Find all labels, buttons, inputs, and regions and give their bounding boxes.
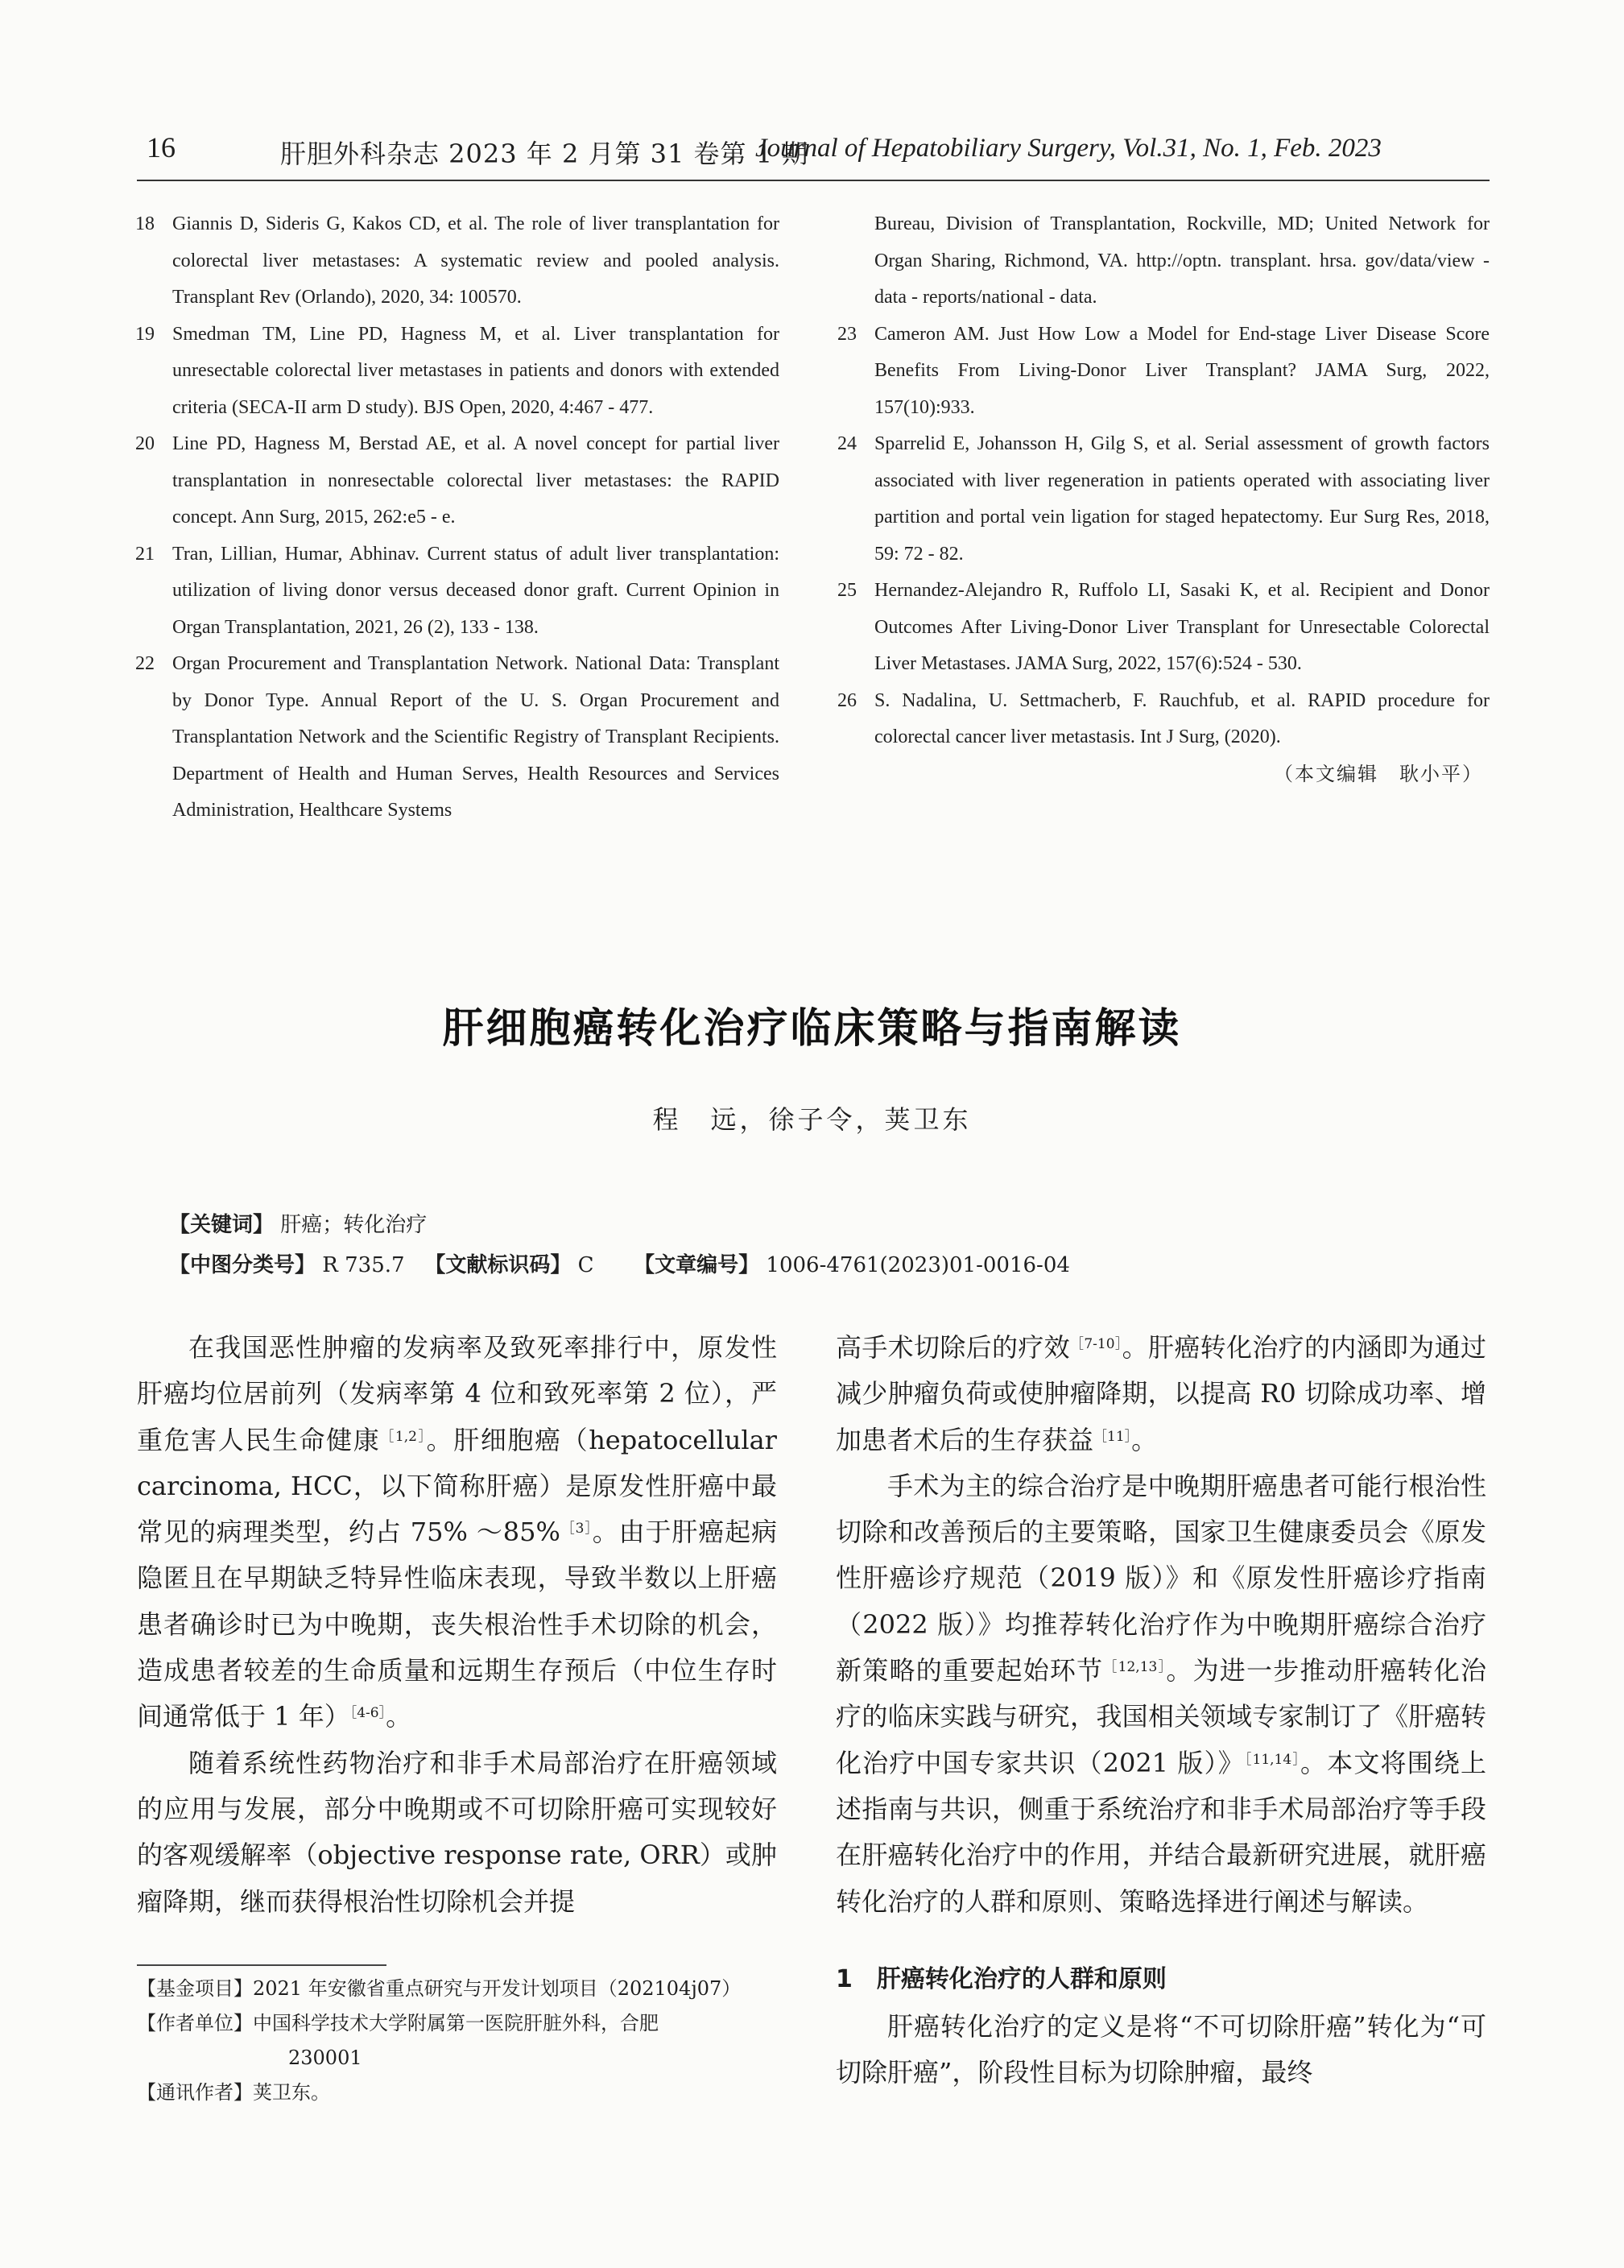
citation: ［4-6］ <box>349 1705 386 1722</box>
text-run: 。 <box>386 1701 412 1732</box>
section-heading: 1 肝癌转化治疗的人群和原则 <box>836 1964 1167 1993</box>
body-paragraph: 肝癌转化治疗的定义是将“不可切除肝癌”转化为“可切除肝癌”，阶段性目标为切除肿瘤，最终 <box>836 2010 1486 2088</box>
keywords-label: 【关键词】 <box>169 1213 275 1237</box>
footnote-rule <box>137 1964 386 1966</box>
reference-item <box>135 536 779 647</box>
reference-number: 21 <box>135 543 155 565</box>
text-run: 。为进一步推动肝癌转化治疗的临床实践与研究，我国相关领域专家制订了《肝癌转化治疗中国专家共识（2021 版）》 <box>836 1655 1486 1778</box>
running-header <box>137 130 1490 174</box>
reference-number: 19 <box>135 323 155 345</box>
reference-number: 22 <box>135 653 155 674</box>
reference-item <box>135 317 779 427</box>
text-run: 高手术切除后的疗效 <box>836 1332 1070 1363</box>
text-run: 。肝癌转化治疗的内涵即为通过减少肿瘤负荷或使肿瘤降期，以提高 R0 切除成功率、增加患者术后的生存获益 <box>836 1332 1486 1455</box>
text-run: 。本文将围绕上述指南与共识，侧重于系统治疗和非手术局部治疗等手段在肝癌转化治疗中的作用，并结合最新研究进展，就肝癌转化治疗的人群和原则、策略选择进行阐述与解读。 <box>836 1747 1486 1917</box>
reference-continuation: Bureau, Division of Transplantation, Rockville, MD; United Network for Organ Sharing, Richmond, VA. http://optn. transplant. hrsa. gov/data/view - data - reports/national - data. <box>874 213 1490 308</box>
reference-text: Smedman TM, Line PD, Hagness M, et al. Liver transplantation for unresectable colorectal liver metastases in patients and donors with extended criteria (SECA-II arm D study). BJS Open, 2020, 4:467 - 477. <box>172 323 779 418</box>
citation: ［11,14］ <box>1244 1751 1301 1768</box>
references-left-column <box>135 206 779 830</box>
reference-item <box>135 646 779 830</box>
footnotes <box>137 1972 773 2110</box>
keywords-line <box>169 1208 427 1238</box>
body-right-column <box>836 1325 1486 2096</box>
citation: ［7-10］ <box>1069 1336 1122 1352</box>
reference-number: 23 <box>837 323 857 345</box>
reference-text: Sparrelid E, Johansson H, Gilg S, et al. Serial assessment of growth factors associated with liver regeneration in patients operated with associating liver partition and portal vein ligation for staged hepatectomy. Eur Surg Res, 2018, 59: 72 - 82. <box>874 433 1490 565</box>
body-paragraph <box>836 1463 1486 1925</box>
references-right-column <box>837 206 1490 793</box>
doc-code-label: 【文献标识码】 <box>424 1253 572 1277</box>
text-run: 。由于肝癌起病隐匿且在早期缺乏特异性临床表现，导致半数以上肝癌患者确诊时已为中晚期，丧失根治性手术切除的机会，造成患者较差的生命质量和远期生存预后（中位生存时间通常低于 1 年） <box>137 1517 777 1732</box>
citation: ［12,13］ <box>1103 1659 1167 1676</box>
reference-item <box>837 683 1490 756</box>
reference-number: 26 <box>837 689 857 711</box>
reference-text: Hernandez-Alejandro R, Ruffolo LI, Sasaki K, et al. Recipient and Donor Outcomes After Living-Donor Liver Transplant for Unresectable Colorectal Liver Metastases. JAMA Surg, 2022, 157(6):524 - 530. <box>874 580 1490 674</box>
body-paragraph: 随着系统性药物治疗和非手术局部治疗在肝癌领域的应用与发展，部分中晚期或不可切除肝癌可实现较好的客观缓解率（objective response rate, ORR）或肿瘤降期，继而获得根治性切除机会并提 <box>137 1747 777 1917</box>
clc-value: R 735.7 <box>322 1253 405 1277</box>
reference-number: 18 <box>135 213 155 234</box>
editor-note: （本文编辑 耿小平） <box>1274 762 1483 785</box>
journal-name-cn: 肝胆外科杂志 2023 年 2 月第 31 卷第 1 期 <box>280 139 809 169</box>
article-title: 肝细胞癌转化治疗临床策略与指南解读 <box>442 1005 1182 1053</box>
classification-line <box>169 1248 1070 1278</box>
text-run: 手术为主的综合治疗是中晚期肝癌患者可能行根治性切除和改善预后的主要策略，国家卫生健康委员会《原发性肝癌诊疗规范（2019 版）》和《原发性肝癌诊疗指南（2022 版）》均推荐转化治疗作为中晚期肝癌综合治疗新策略的重要起始环节 <box>836 1470 1486 1687</box>
corresponding-author-note: 【通讯作者】荚卫东。 <box>137 2081 330 2104</box>
body-paragraph <box>836 1325 1486 1463</box>
citation: ［1,2］ <box>380 1428 427 1445</box>
citation: ［3］ <box>560 1521 593 1538</box>
reference-text: Organ Procurement and Transplantation Network. National Data: Transplant by Donor Type. Annual Report of the U. S. Organ Procurement and Transplantation Network and the Scientific Registry of Transplant Recipients. Department of Health and Human Serves, Health Resources and Services Administration, Healthcare Systems <box>172 653 779 821</box>
keywords: 肝癌；转化治疗 <box>280 1213 428 1237</box>
reference-text: Cameron AM. Just How Low a Model for End-stage Liver Disease Score Benefits From Living-Donor Liver Transplant? JAMA Surg, 2022, 157(10):933. <box>874 323 1490 418</box>
header-rule <box>137 180 1490 181</box>
journal-name-en: Journal of Hepatobiliary Surgery, Vol.31, No. 1, Feb. 2023 <box>755 134 1382 163</box>
text-run: 。肝细胞癌（hepatocellular carcinoma, HCC，以下简称肝癌）是原发性肝癌中最常见的病理类型，约占 75% ～85% <box>137 1424 777 1548</box>
body-left-column <box>137 1325 777 1925</box>
text-run: 在我国恶性肿瘤的发病率及致死率排行中，原发性肝癌均位居前列（发病率第 4 位和致死率第 2 位），严重危害人民生命健康 <box>137 1332 777 1455</box>
citation: ［11］ <box>1093 1428 1132 1445</box>
reference-text: S. Nadalina, U. Settmacherb, F. Rauchfub, et al. RAPID procedure for colorectal cancer liver metastasis. Int J Surg, (2020). <box>874 689 1490 747</box>
reference-number: 24 <box>837 433 857 454</box>
reference-item <box>135 426 779 536</box>
reference-text: Line PD, Hagness M, Berstad AE, et al. A novel concept for partial liver transplantation in nonresectable colorectal liver metastases: the RAPID concept. Ann Surg, 2015, 262:e5 - e. <box>172 433 779 528</box>
article-number-label: 【文章编号】 <box>634 1253 760 1277</box>
reference-number: 25 <box>837 580 857 601</box>
page-number: 16 <box>147 131 176 163</box>
reference-text: Tran, Lillian, Humar, Abhinav. Current status of adult liver transplantation: utilization of living donor versus deceased donor graft. Current Opinion in Organ Transplantation, 2021, 26 (2), 133 - 138. <box>172 543 779 638</box>
reference-item <box>135 206 779 317</box>
reference-item <box>837 317 1490 427</box>
affiliation-note: 【作者单位】中国科学技术大学附属第一医院肝脏外科，合肥 <box>137 2012 659 2034</box>
reference-item <box>837 426 1490 573</box>
article-authors: 程 远，徐子令，荚卫东 <box>652 1104 972 1135</box>
reference-number: 20 <box>135 433 155 454</box>
reference-text: Giannis D, Sideris G, Kakos CD, et al. The role of liver transplantation for colorectal liver metastases: A systematic review and pooled analysis. Transplant Rev (Orlando), 2020, 34: 100570. <box>172 213 779 308</box>
article-number-value: 1006-4761(2023)01-0016-04 <box>766 1253 1070 1277</box>
doc-code-value: C <box>577 1253 594 1277</box>
body-paragraph <box>137 1325 777 1740</box>
reference-item <box>837 573 1490 683</box>
clc-label: 【中图分类号】 <box>169 1253 316 1277</box>
text-run: 。 <box>1131 1424 1158 1455</box>
affiliation-postcode: 230001 <box>288 2047 362 2069</box>
funding-note: 【基金项目】2021 年安徽省重点研究与开发计划项目（202104j07） <box>137 1977 742 2000</box>
